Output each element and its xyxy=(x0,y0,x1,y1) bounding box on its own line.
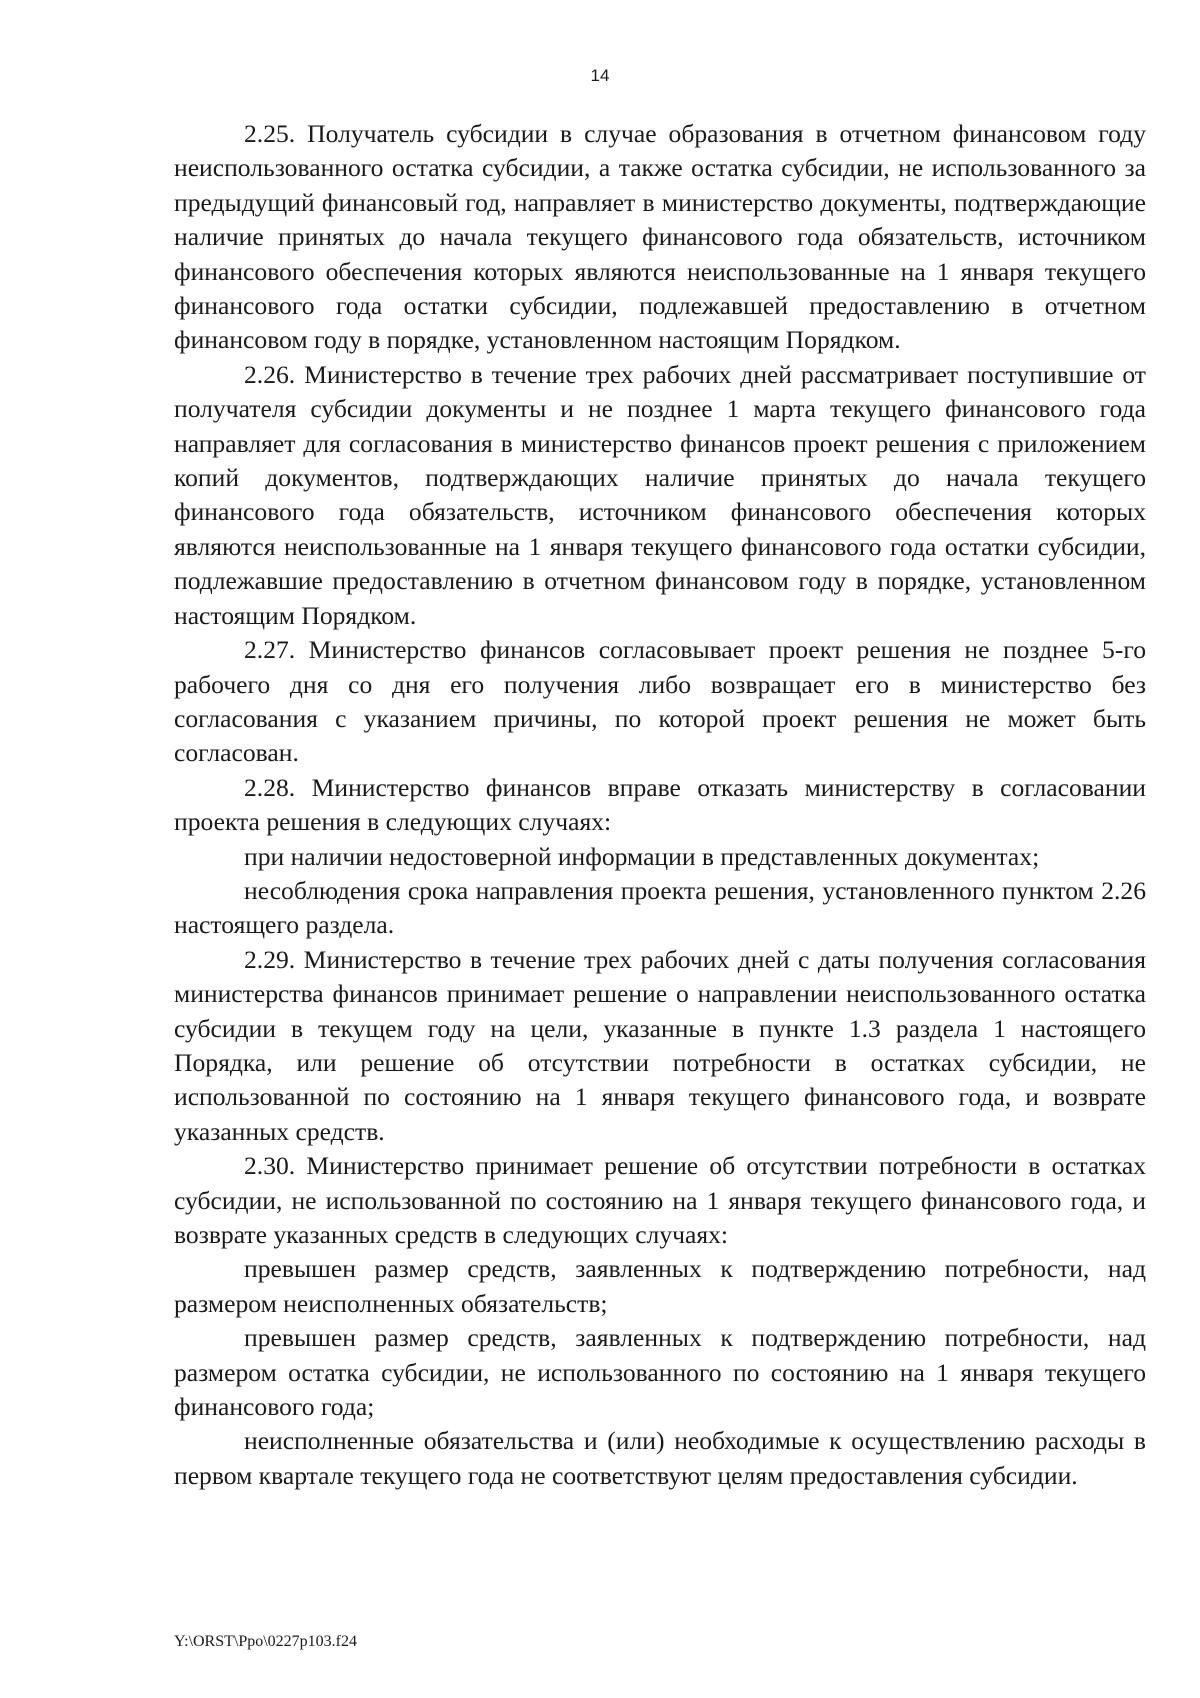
list-item: превышен размер средств, заявленных к подтверждению потребности, над размером неисполненных обязательств; xyxy=(174,1254,1146,1318)
footer-file-path: Y:\ORST\Ppo\0227p103.f24 xyxy=(174,1633,357,1650)
paragraph-2-28: 2.28. Министерство финансов вправе отказать министерству в согласовании проекта решения в следующих случаях: xyxy=(174,772,1146,837)
paragraph-2-29: 2.29. Министерство в течение трех рабочих дней с даты получения согласования министерства финансов принимает решение о направлении неиспользованного остатка субсидии в текущем году на цели, указанные в пункте 1.3 раздела 1 настоящего Порядка, или решение об отсутствии потребности в остатках субсидии, не использованной по состоянию на 1 января текущего финансового года, и возврате указанных средств. xyxy=(174,944,1146,1146)
list-item: при наличии недостоверной информации в представленных документах; xyxy=(244,841,1040,871)
paragraph-2-26: 2.26. Министерство в течение трех рабочих дней рассматривает поступившие от получателя субсидии документы и не позднее 1 марта текущего финансового года направляет для согласования в министерство финансов проект решения с приложением копий документов, подтверждающих наличие принятых до начала текущего финансового года обязательств, источником финансового обеспечения которых являются неиспользованные на 1 января текущего финансового года остатки субсидии, подлежавшие предоставлению в отчетном финансовом году в порядке, установленном настоящим Порядком. xyxy=(174,359,1146,630)
document-body xyxy=(174,117,1146,1493)
paragraph-2-30: 2.30. Министерство принимает решение об отсутствии потребности в остатках субсидии, не использованной по состоянию на 1 января текущего финансового года, и возврате указанных средств в следующих случаях: xyxy=(174,1151,1146,1249)
list-item: превышен размер средств, заявленных к подтверждению потребности, над размером остатка субсидии, не использованного по состоянию на 1 января текущего финансового года; xyxy=(174,1323,1146,1422)
list-item: неисполненные обязательства и (или) необходимые к осуществлению расходы в первом квартале текущего года не соответствуют целям предоставления субсидии. xyxy=(174,1426,1146,1490)
list-item: несоблюдения срока направления проекта решения, установленного пунктом 2.26 настоящего раздела. xyxy=(174,875,1146,940)
page-number: 14 xyxy=(590,66,610,85)
paragraph-2-25: 2.25. Получатель субсидии в случае образования в отчетном финансовом году неиспользованного остатка субсидии, а также остатка субсидии, не использованного за предыдущий финансовый год, направляет в министерство документы, подтверждающие наличие принятых до начала текущего финансового года обязательств, источником финансового обеспечения которых являются неиспользованные на 1 января текущего финансового года остатки субсидии, подлежавшей предоставлению в отчетном финансовом году в порядке, установленном настоящим Порядком. xyxy=(174,119,1146,355)
paragraph-2-27: 2.27. Министерство финансов согласовывает проект решения не позднее 5-го рабочего дня со дня его получения либо возвращает его в министерство без согласования с указанием причины, по которой проект решения не может быть согласован. xyxy=(174,635,1146,768)
